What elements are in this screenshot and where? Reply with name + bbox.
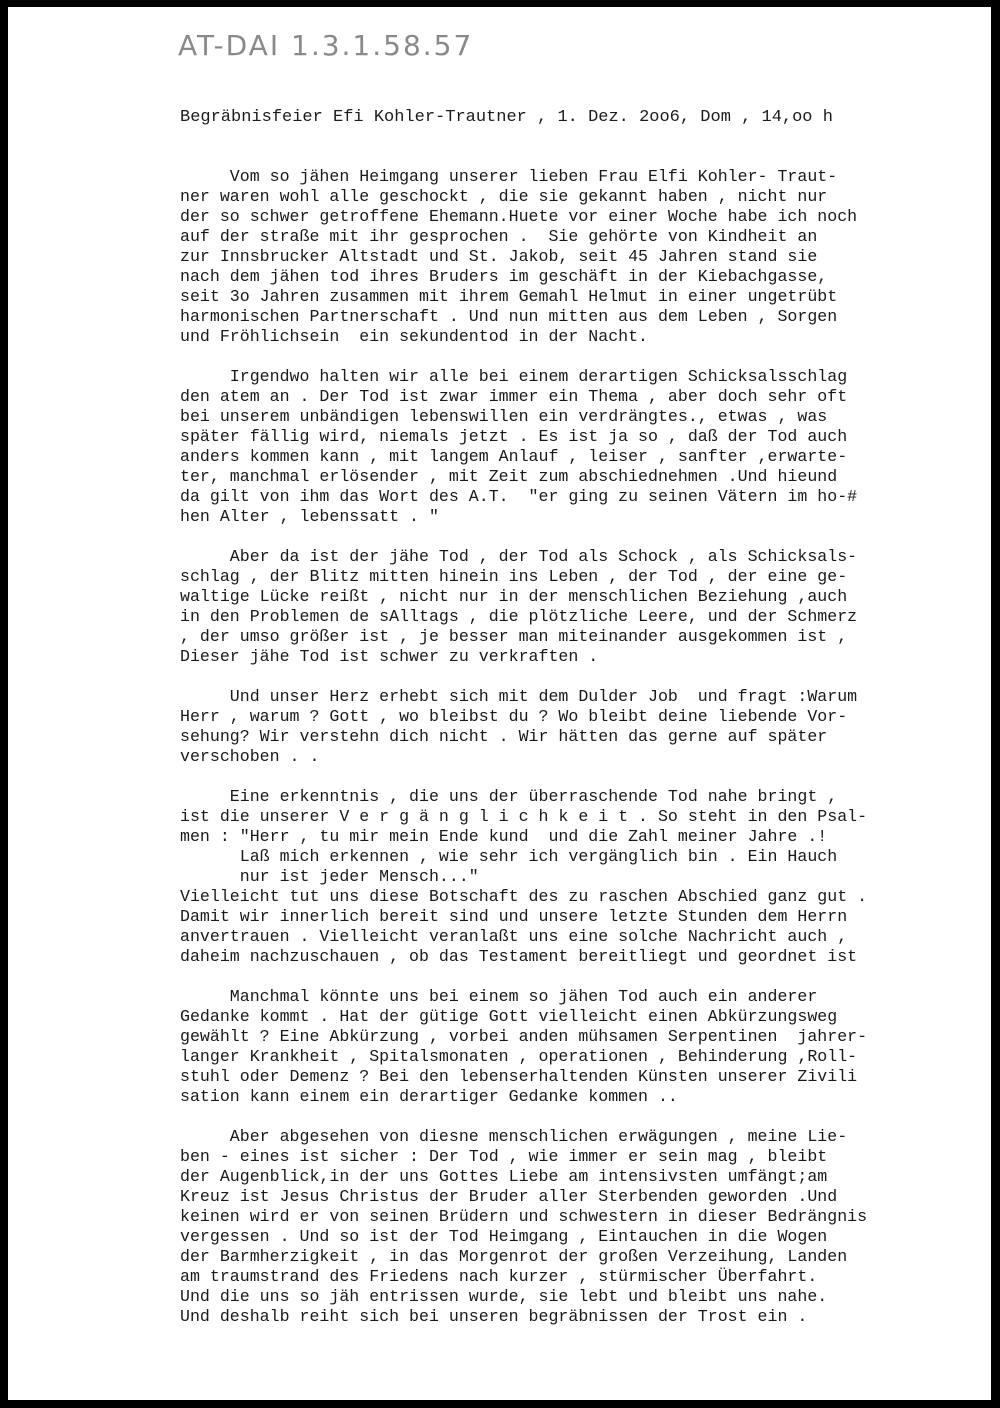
text-line: auf der straße mit ihr gesprochen . Sie gehörte von Kindheit an: [180, 227, 818, 246]
text-line: und Fröhlichsein ein sekundentod in der Nacht.: [180, 327, 649, 346]
text-line: verschoben . .: [180, 747, 320, 766]
text-line: Dieser jähe Tod ist schwer zu verkraften .: [180, 647, 599, 666]
text-line: Kreuz ist Jesus Christus der Bruder aller Sterbenden geworden .Und: [180, 1187, 838, 1206]
text-line: Laß mich erkennen , wie sehr ich vergänglich bin . Ein Hauch: [180, 847, 838, 866]
text-line: , der umso größer ist , je besser man miteinander ausgekommen ist ,: [180, 627, 848, 646]
text-line: am traumstrand des Friedens nach kurzer , stürmischer Überfahrt.: [180, 1267, 818, 1286]
text-line: Eine erkenntnis , die uns der überraschende Tod nahe bringt ,: [180, 787, 838, 806]
archive-signature: AT-DAI 1.3.1.58.57: [178, 29, 474, 62]
text-line: langer Krankheit , Spitalsmonaten , operationen , Behinderung ,Roll-: [180, 1047, 858, 1066]
text-line: Vielleicht tut uns diese Botschaft des zu raschen Abschied ganz gut .: [180, 887, 868, 906]
text-line: ist die unserer V e r g ä n g l i c h k e i t . So steht in den Psal-: [180, 807, 868, 826]
text-line: nur ist jeder Mensch...": [180, 867, 479, 886]
paragraph: [180, 167, 992, 347]
text-line: ben - eines ist sicher : Der Tod , wie immer er sein mag , bleibt: [180, 1147, 828, 1166]
paragraph: [180, 787, 992, 967]
text-line: daheim nachzuschauen , ob das Testament bereitliegt und geordnet ist: [180, 947, 858, 966]
text-line: men : "Herr , tu mir mein Ende kund und die Zahl meiner Jahre .!: [180, 827, 828, 846]
text-line: später fällig wird, niemals jetzt . Es ist ja so , daß der Tod auch: [180, 427, 848, 446]
text-line: Manchmal könnte uns bei einem so jähen Tod auch ein anderer: [180, 987, 818, 1006]
text-line: nach dem jähen tod ihres Bruders im geschäft in der Kiebachgasse,: [180, 267, 828, 286]
text-line: anders kommen kann , mit langem Anlauf , leiser , sanfter ,erwarte-: [180, 447, 848, 466]
text-line: Herr , warum ? Gott , wo bleibst du ? Wo bleibt deine liebende Vor-: [180, 707, 848, 726]
paragraph: [180, 687, 992, 767]
text-line: Gedanke kommt . Hat der gütige Gott vielleicht einen Abkürzungsweg: [180, 1007, 838, 1026]
text-line: in den Problemen de sAlltags , die plötzliche Leere, und der Schmerz: [180, 607, 858, 626]
paragraph: [180, 547, 992, 667]
text-line: ter, manchmal erlösender , mit Zeit zum abschiednehmen .Und hieund: [180, 467, 838, 486]
text-line: vergessen . Und so ist der Tod Heimgang , Eintauchen in die Wogen: [180, 1227, 828, 1246]
text-line: der Augenblick,in der uns Gottes Liebe am intensivsten umfängt;am: [180, 1167, 828, 1186]
text-line: anvertrauen . Vielleicht veranlaßt uns eine solche Nachricht auch ,: [180, 927, 848, 946]
paragraph-gap: [180, 527, 992, 547]
text-line: Und unser Herz erhebt sich mit dem Dulder Job und fragt :Warum: [180, 687, 858, 706]
document-page: [8, 7, 991, 1400]
text-line: hen Alter , lebenssatt . ": [180, 507, 439, 526]
paragraph-gap: [180, 1107, 992, 1127]
paragraph: [180, 367, 992, 527]
text-line: Und die uns so jäh entrissen wurde, sie lebt und bleibt uns nahe.: [180, 1287, 828, 1306]
paragraph-gap: [180, 767, 992, 787]
paragraph-gap: [180, 347, 992, 367]
text-line: zur Innsbrucker Altstadt und St. Jakob, seit 45 Jahren stand sie: [180, 247, 818, 266]
text-line: sation kann einem ein derartiger Gedanke kommen ..: [180, 1087, 678, 1106]
text-line: der so schwer getroffene Ehemann.Huete vor einer Woche habe ich noch: [180, 207, 858, 226]
text-line: den atem an . Der Tod ist zwar immer ein Thema , aber doch sehr oft: [180, 387, 848, 406]
text-line: keinen wird er von seinen Brüdern und schwestern in dieser Bedrängnis: [180, 1207, 868, 1226]
text-line: waltige Lücke reißt , nicht nur in der menschlichen Beziehung ,auch: [180, 587, 848, 606]
paragraph: [180, 987, 992, 1107]
text-line: Aber abgesehen von diesne menschlichen erwägungen , meine Lie-: [180, 1127, 848, 1146]
text-line: seit 3o Jahren zusammen mit ihrem Gemahl Helmut in einer ungetrübt: [180, 287, 838, 306]
text-line: sehung? Wir verstehn dich nicht . Wir hätten das gerne auf später: [180, 727, 828, 746]
text-line: Irgendwo halten wir alle bei einem derartigen Schicksalsschlag: [180, 367, 848, 386]
text-line: Und deshalb reiht sich bei unseren begräbnissen der Trost ein .: [180, 1307, 808, 1326]
text-line: Damit wir innerlich bereit sind und unsere letzte Stunden dem Herrn: [180, 907, 848, 926]
text-line: ner waren wohl alle geschockt , die sie gekannt haben , nicht nur: [180, 187, 828, 206]
text-line: Aber da ist der jähe Tod , der Tod als Schock , als Schicksals-: [180, 547, 858, 566]
document-body: [180, 167, 992, 1327]
text-line: stuhl oder Demenz ? Bei den lebenserhaltenden Künsten unserer Zivili: [180, 1067, 858, 1086]
text-line: harmonischen Partnerschaft . Und nun mitten aus dem Leben , Sorgen: [180, 307, 838, 326]
paragraph-gap: [180, 967, 992, 987]
text-line: bei unserem unbändigen lebenswillen ein verdrängtes., etwas , was: [180, 407, 828, 426]
paragraph: [180, 1127, 992, 1327]
text-line: der Barmherzigkeit , in das Morgenrot der großen Verzeihung, Landen: [180, 1247, 848, 1266]
paragraph-gap: [180, 667, 992, 687]
text-line: gewählt ? Eine Abkürzung , vorbei anden mühsamen Serpentinen jahrer-: [180, 1027, 868, 1046]
text-line: da gilt von ihm das Wort des A.T. "er ging zu seinen Vätern im ho-#: [180, 487, 858, 506]
text-line: schlag , der Blitz mitten hinein ins Leben , der Tod , der eine ge-: [180, 567, 848, 586]
text-line: Vom so jähen Heimgang unserer lieben Frau Elfi Kohler- Traut-: [180, 167, 838, 186]
document-heading: Begräbnisfeier Efi Kohler-Trautner , 1. Dez. 2oo6, Dom , 14,oo h: [180, 108, 833, 127]
